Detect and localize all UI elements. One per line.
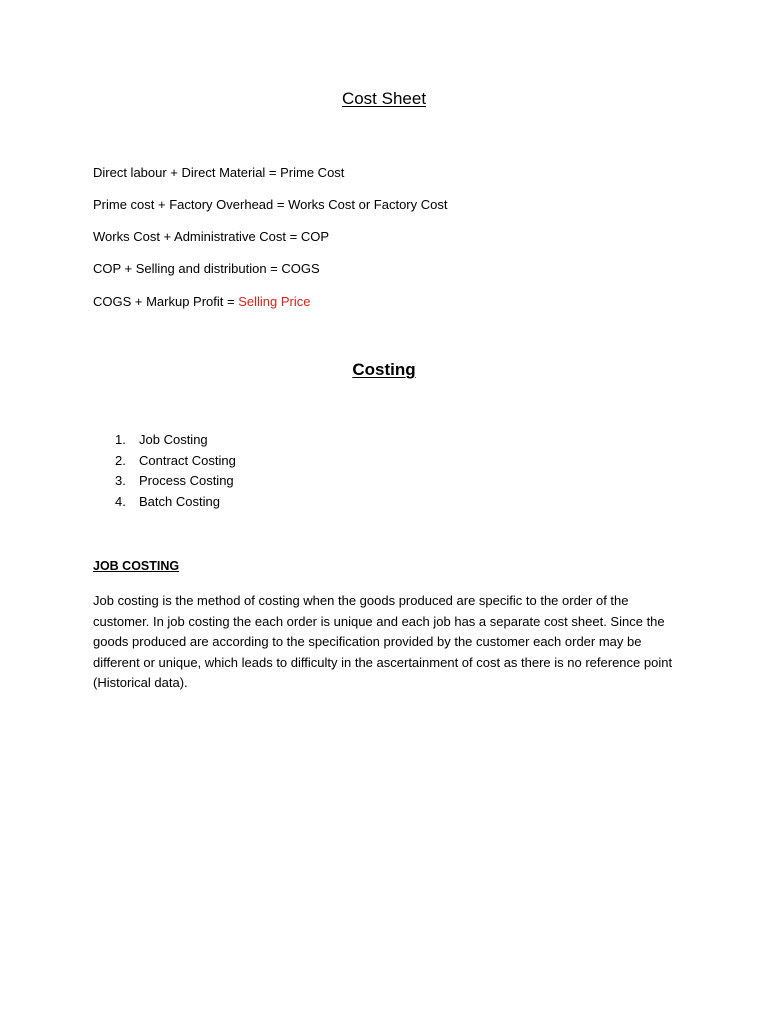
formula-cogs (93, 261, 320, 276)
formula-selling-price (93, 294, 310, 309)
list-label: Job Costing (139, 432, 208, 447)
formula-prime-cost (93, 165, 344, 180)
formula-text: Prime cost + Factory Overhead = Works Cost or Factory Cost (93, 197, 448, 212)
costing-types-list (93, 432, 236, 515)
subsection-title-job-costing: JOB COSTING (93, 559, 180, 573)
formula-text: Direct labour + Direct Material = Prime Cost (93, 165, 345, 180)
formula-text: COGS + Markup Profit = (93, 294, 239, 309)
list-item (93, 453, 236, 474)
list-number: 1. (115, 432, 126, 447)
list-number: 4. (115, 494, 126, 510)
formula-text: COP + Selling and distribution = COGS (93, 261, 320, 276)
formula-text: Works Cost + Administrative Cost = COP (93, 229, 329, 244)
formula-works-cost (93, 197, 447, 212)
list-label: Contract Costing (139, 452, 236, 468)
formula-cop (93, 229, 329, 244)
job-costing-paragraph: Job costing is the method of costing when the goods produced are specific to the order of the customer. In job costing the each order is unique and each job has a separate cost sheet. Since the goods produced are according to the specification provided by the customer each order may be different or unique, which leads to difficulty in the ascertainment of cost as there is no reference point (Historical data). (93, 593, 673, 691)
list-number: 3. (115, 473, 126, 489)
section-title-costing: Costing (352, 360, 416, 379)
list-number: 2. (115, 452, 126, 468)
list-label: Batch Costing (139, 494, 220, 510)
list-item (93, 494, 236, 515)
list-label: Process Costing (139, 473, 234, 489)
selling-price-highlight: Selling Price (238, 294, 311, 309)
list-item (93, 432, 236, 453)
page-title: Cost Sheet (341, 89, 427, 108)
list-item (93, 473, 236, 494)
